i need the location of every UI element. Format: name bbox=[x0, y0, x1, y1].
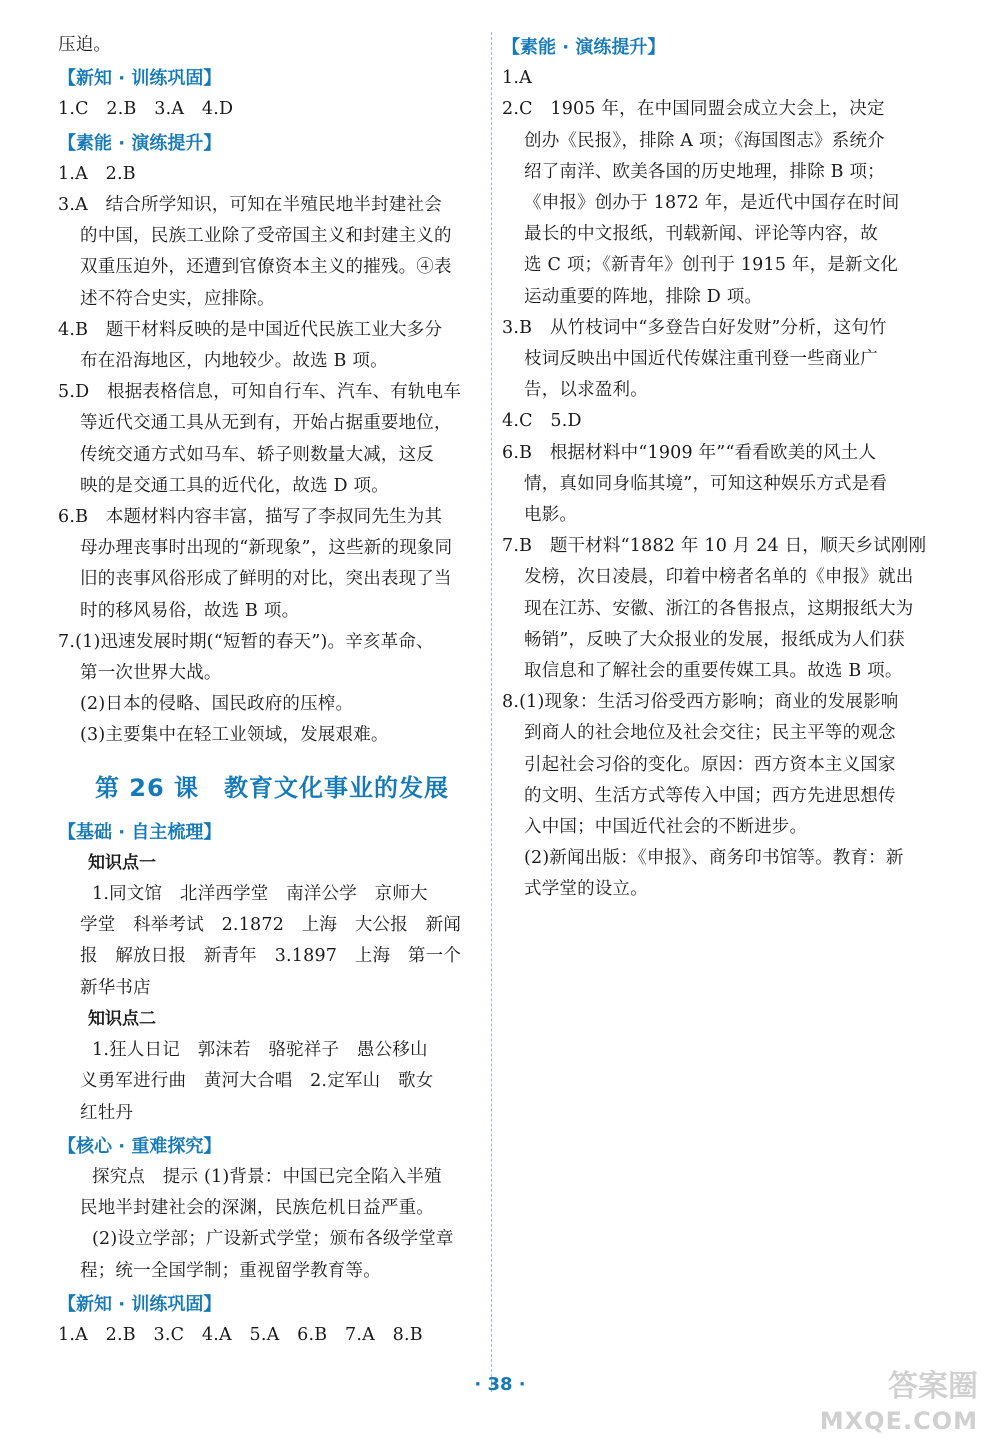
text-line: 压迫。 bbox=[58, 35, 112, 55]
page-number: · 38 · bbox=[474, 1374, 526, 1395]
text-line: 4.B 题干材料反映的是中国近代民族工业大多分 bbox=[58, 319, 443, 340]
text-line: 学堂 科举考试 2.1872 上海 大公报 新闻 bbox=[80, 915, 462, 936]
text-line: (2)日本的侵略、国民政府的压榨。 bbox=[80, 694, 354, 715]
text-line: 最长的中文报纸，刊载新闻、评论等内容，故 bbox=[524, 224, 878, 245]
knowledge-point-heading: 知识点二 bbox=[88, 1008, 156, 1029]
text-line: 布在沿海地区，内地较少。故选 B 项。 bbox=[80, 351, 388, 372]
text-line: 枝词反映出中国近代传媒注重刊登一些商业广 bbox=[524, 349, 878, 370]
text-line: 运动重要的阵地，排除 D 项。 bbox=[524, 286, 763, 307]
text-line: (3)主要集中在轻工业领域，发展艰难。 bbox=[80, 725, 389, 746]
text-line: 畅销”，反映了大众报业的发展，报纸成为人们获 bbox=[524, 629, 905, 650]
text-line: (2)新闻出版：《申报》、商务印书馆等。教育：新 bbox=[524, 848, 904, 869]
text-line: 映的是交通工具的近代化，故选 D 项。 bbox=[80, 475, 389, 496]
section-header: 【新知 · 训练巩固】 bbox=[58, 1293, 222, 1315]
text-line: 式学堂的设立。 bbox=[524, 879, 648, 900]
column-divider bbox=[491, 32, 492, 1392]
lesson-title: 第 26 课 教育文化事业的发展 bbox=[94, 773, 450, 802]
watermark-logo bbox=[820, 1370, 978, 1438]
watermark-main: 答案圈 bbox=[888, 1369, 978, 1404]
text-line: (2)设立学部；广设新式学堂；颁布各级学堂章 bbox=[92, 1229, 454, 1250]
text-line: 述不符合史实，应排除。 bbox=[80, 288, 275, 309]
text-line: 告，以求盈利。 bbox=[524, 380, 648, 401]
text-line: 探究点 提示 (1)背景：中国已完全陷入半殖 bbox=[92, 1166, 442, 1187]
text-line: 等近代交通工具从无到有，开始占据重要地位， bbox=[80, 413, 452, 434]
left-column bbox=[58, 30, 486, 1351]
text-line: 选 C 项；《新青年》创刊于 1915 年，是新文化 bbox=[524, 255, 899, 276]
section-header: 【素能 · 演练提升】 bbox=[502, 37, 666, 58]
section-header: 【新知 · 训练巩固】 bbox=[58, 68, 222, 90]
text-line: 旧的丧事风俗形成了鲜明的对比，突出表现了当 bbox=[80, 569, 452, 590]
text-line: 传统交通方式如马车、轿子则数量大减，这反 bbox=[80, 444, 434, 465]
text-line: 7.(1)迅速发展时期(“短暂的春天”)。辛亥革命、 bbox=[58, 631, 434, 652]
text-line: 程；统一全国学制；重视留学教育等。 bbox=[80, 1260, 381, 1281]
text-line: 的文明、生活方式等传入中国；西方先进思想传 bbox=[524, 785, 896, 806]
text-line: 6.B 本题材料内容丰富，描写了李叔同先生为其 bbox=[58, 507, 443, 528]
text-line: 红牡丹 bbox=[80, 1102, 134, 1123]
text-line: 创办《民报》，排除 A 项；《海国图志》系统介 bbox=[524, 130, 885, 151]
text-line: 义勇军进行曲 黄河大合唱 2.定军山 歌女 bbox=[80, 1071, 434, 1092]
text-line: 1.A 2.B 3.C 4.A 5.A 6.B 7.A 8.B bbox=[58, 1324, 423, 1345]
section-header: 【核心 · 重难探究】 bbox=[58, 1135, 222, 1157]
text-line: 双重压迫外，还遭到官僚资本主义的摧残。④表 bbox=[80, 257, 452, 278]
text-line: 4.C 5.D bbox=[502, 411, 582, 432]
text-line: 报 解放日报 新青年 3.1897 上海 第一个 bbox=[80, 946, 462, 967]
text-line: 的中国，民族工业除了受帝国主义和封建主义的 bbox=[80, 226, 452, 247]
text-line: 民地半封建社会的深渊，民族危机日益严重。 bbox=[80, 1198, 434, 1219]
text-line: 1.A 2.B bbox=[58, 163, 136, 184]
text-line: 6.B 根据材料中“1909 年”“看看欧美的风土人 bbox=[502, 442, 877, 463]
section-header: 【基础 · 自主梳理】 bbox=[58, 821, 222, 843]
text-line: 时的移风易俗，故选 B 项。 bbox=[80, 600, 300, 621]
text-line: 8.(1)现象：生活习俗受西方影响；商业的发展影响 bbox=[502, 692, 899, 713]
text-line: 1.狂人日记 郭沫若 骆驼祥子 愚公移山 bbox=[92, 1040, 428, 1061]
text-line: 2.C 1905 年，在中国同盟会成立大会上，决定 bbox=[502, 99, 885, 120]
text-line: 3.A 结合所学知识，可知在半殖民地半封建社会 bbox=[58, 195, 442, 216]
text-line: 第一次世界大战。 bbox=[80, 663, 222, 684]
section-header: 【素能 · 演练提升】 bbox=[58, 132, 222, 154]
text-line: 发榜，次日凌晨，印着中榜者名单的《申报》就出 bbox=[524, 567, 914, 588]
text-line: 入中国；中国近代社会的不断进步。 bbox=[524, 817, 808, 838]
text-line: 5.D 根据表格信息，可知自行车、汽车、有轨电车 bbox=[58, 382, 462, 403]
text-line: 1.同文馆 北洋西学堂 南洋公学 京师大 bbox=[92, 884, 428, 905]
watermark-sub: MXQE.COM bbox=[819, 1407, 978, 1435]
text-line: 《申报》创办于 1872 年，是近代中国存在时间 bbox=[524, 193, 900, 214]
text-line: 3.B 从竹枝词中“多登告白好发财”分析，这句竹 bbox=[502, 317, 887, 338]
text-line: 1.A bbox=[502, 68, 532, 89]
text-line: 绍了南洋、欧美各国的历史地理，排除 B 项； bbox=[524, 161, 885, 182]
right-column bbox=[502, 30, 927, 906]
text-line: 电影。 bbox=[524, 505, 578, 526]
text-line: 引起社会习俗的变化。原因：西方资本主义国家 bbox=[524, 754, 896, 775]
text-line: 母办理丧事时出现的“新现象”，这些新的现象同 bbox=[80, 538, 453, 559]
text-line: 新华书店 bbox=[80, 977, 151, 998]
text-line: 现在江苏、安徽、浙江的各售报点，这期报纸大为 bbox=[524, 598, 914, 619]
text-line: 取信息和了解社会的重要传媒工具。故选 B 项。 bbox=[524, 661, 903, 682]
text-line: 到商人的社会地位及社会交往；民主平等的观念 bbox=[524, 723, 896, 744]
text-line: 情，真如同身临其境”，可知这种娱乐方式是看 bbox=[524, 473, 888, 494]
knowledge-point-heading: 知识点一 bbox=[88, 852, 156, 873]
text-line: 7.B 题干材料“1882 年 10 月 24 日，顺天乡试刚刚 bbox=[502, 536, 927, 557]
text-line: 1.C 2.B 3.A 4.D bbox=[58, 99, 234, 120]
